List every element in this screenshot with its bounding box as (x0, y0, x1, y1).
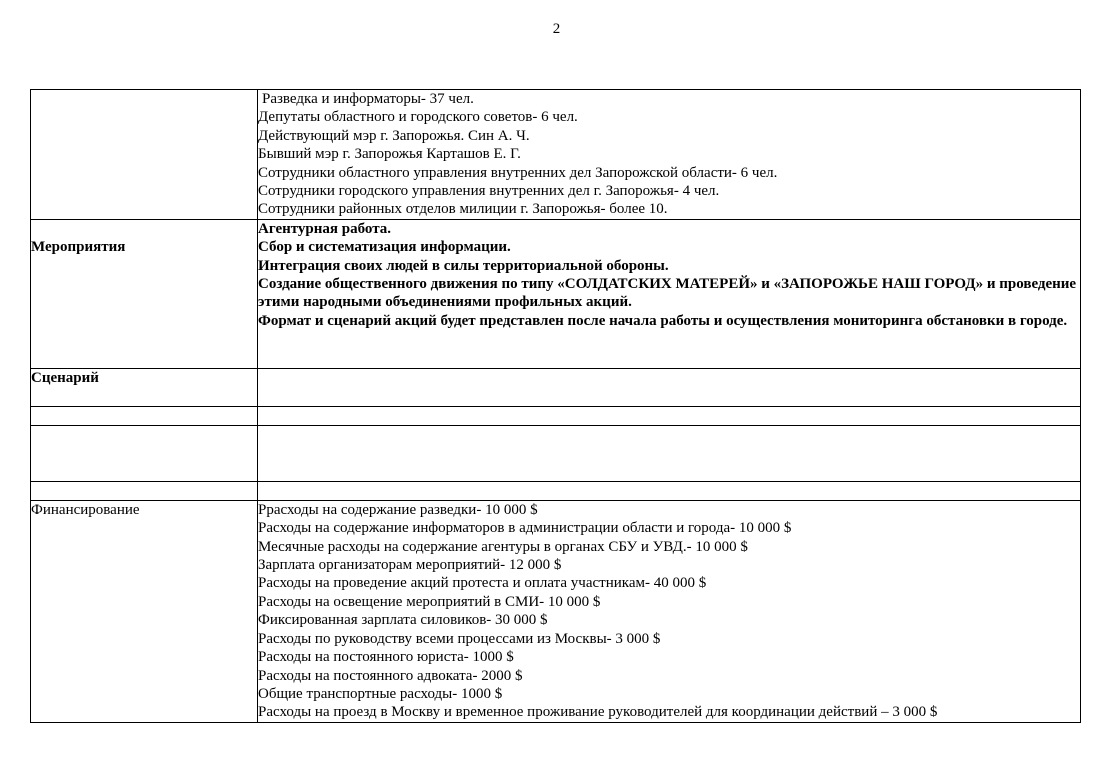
financing-line: Расходы на постоянного юриста- 1000 $ (258, 649, 514, 666)
financing-line: Ррасходы на содержание разведки- 10 000 $ (258, 501, 538, 518)
personnel-content-cell (258, 90, 1081, 220)
empty-label-cell (31, 425, 258, 481)
events-content-cell (258, 219, 1081, 368)
events-label-cell (31, 219, 258, 368)
personnel-label-cell (31, 90, 258, 220)
personnel-line: Сотрудники областного управления внутренних дел Запорожской области- 6 чел. (258, 164, 778, 181)
financing-line: Месячные расходы на содержание агентуры в органах СБУ и УВД.- 10 000 $ (258, 538, 748, 555)
scenario-content-cell (258, 368, 1081, 406)
table-row-empty (31, 406, 1081, 425)
table-row-events (31, 219, 1081, 368)
personnel-line: Разведка и информаторы- 37 чел. (262, 91, 474, 107)
empty-label-cell (31, 481, 258, 500)
table-row-personnel (31, 90, 1081, 220)
financing-line: Расходы по руководству всеми процессами из Москвы- 3 000 $ (258, 630, 661, 647)
table-row-empty (31, 481, 1081, 500)
financing-line: Расходы на проезд в Москву и временное проживание руководителей для координации действий – 3 000 $ (258, 704, 938, 721)
empty-content-cell (258, 406, 1081, 425)
table-row-empty (31, 425, 1081, 481)
personnel-line: Сотрудники районных отделов милиции г. Запорожья- более 10. (258, 201, 668, 218)
events-line: Интеграция своих людей в силы территориальной обороны. (258, 257, 669, 274)
events-line: Сбор и систематизация информации. (258, 239, 511, 256)
financing-line: Фиксированная зарплата силовиков- 30 000 $ (258, 612, 548, 629)
document-table (30, 89, 1081, 723)
events-line: Создание общественного движения по типу «СОЛДАТСКИХ МАТЕРЕЙ» и «ЗАПОРОЖЬЕ НАШ ГОРОД» и проведение этими народными объединениями профильных акций. (258, 276, 1077, 311)
financing-content-cell (258, 500, 1081, 722)
financing-line: Расходы на проведение акций протеста и оплата участникам- 40 000 $ (258, 575, 707, 592)
financing-line: Зарплата организаторам мероприятий- 12 000 $ (258, 557, 562, 574)
financing-line: Расходы на содержание информаторов в администрации области и города- 10 000 $ (258, 520, 792, 537)
financing-line: Общие транспортные расходы- 1000 $ (258, 685, 503, 702)
scenario-label-cell: Сценарий (31, 368, 258, 406)
personnel-line: Сотрудники городского управления внутренних дел г. Запорожья- 4 чел. (258, 183, 720, 200)
financing-line: Расходы на освещение мероприятий в СМИ- 10 000 $ (258, 593, 601, 610)
personnel-line: Депутаты областного и городского советов- 6 чел. (258, 109, 578, 126)
personnel-line: Бывший мэр г. Запорожья Карташов Е. Г. (258, 146, 521, 163)
events-line: Агентурная работа. (258, 220, 392, 237)
events-line: Формат и сценарий акций будет представлен после начала работы и осуществления мониторинга обстановки в городе. (258, 312, 1068, 329)
empty-content-cell (258, 481, 1081, 500)
financing-label-cell: Финансирование (31, 500, 258, 722)
events-label: Мероприятия (31, 238, 126, 255)
financing-line: Расходы на постоянного адвоката- 2000 $ (258, 667, 523, 684)
personnel-line: Действующий мэр г. Запорожья. Син А. Ч. (258, 127, 530, 144)
table-row-scenario (31, 368, 1081, 406)
empty-content-cell (258, 425, 1081, 481)
table-row-financing (31, 500, 1081, 722)
page-number: 2 (552, 21, 561, 37)
empty-label-cell (31, 406, 258, 425)
